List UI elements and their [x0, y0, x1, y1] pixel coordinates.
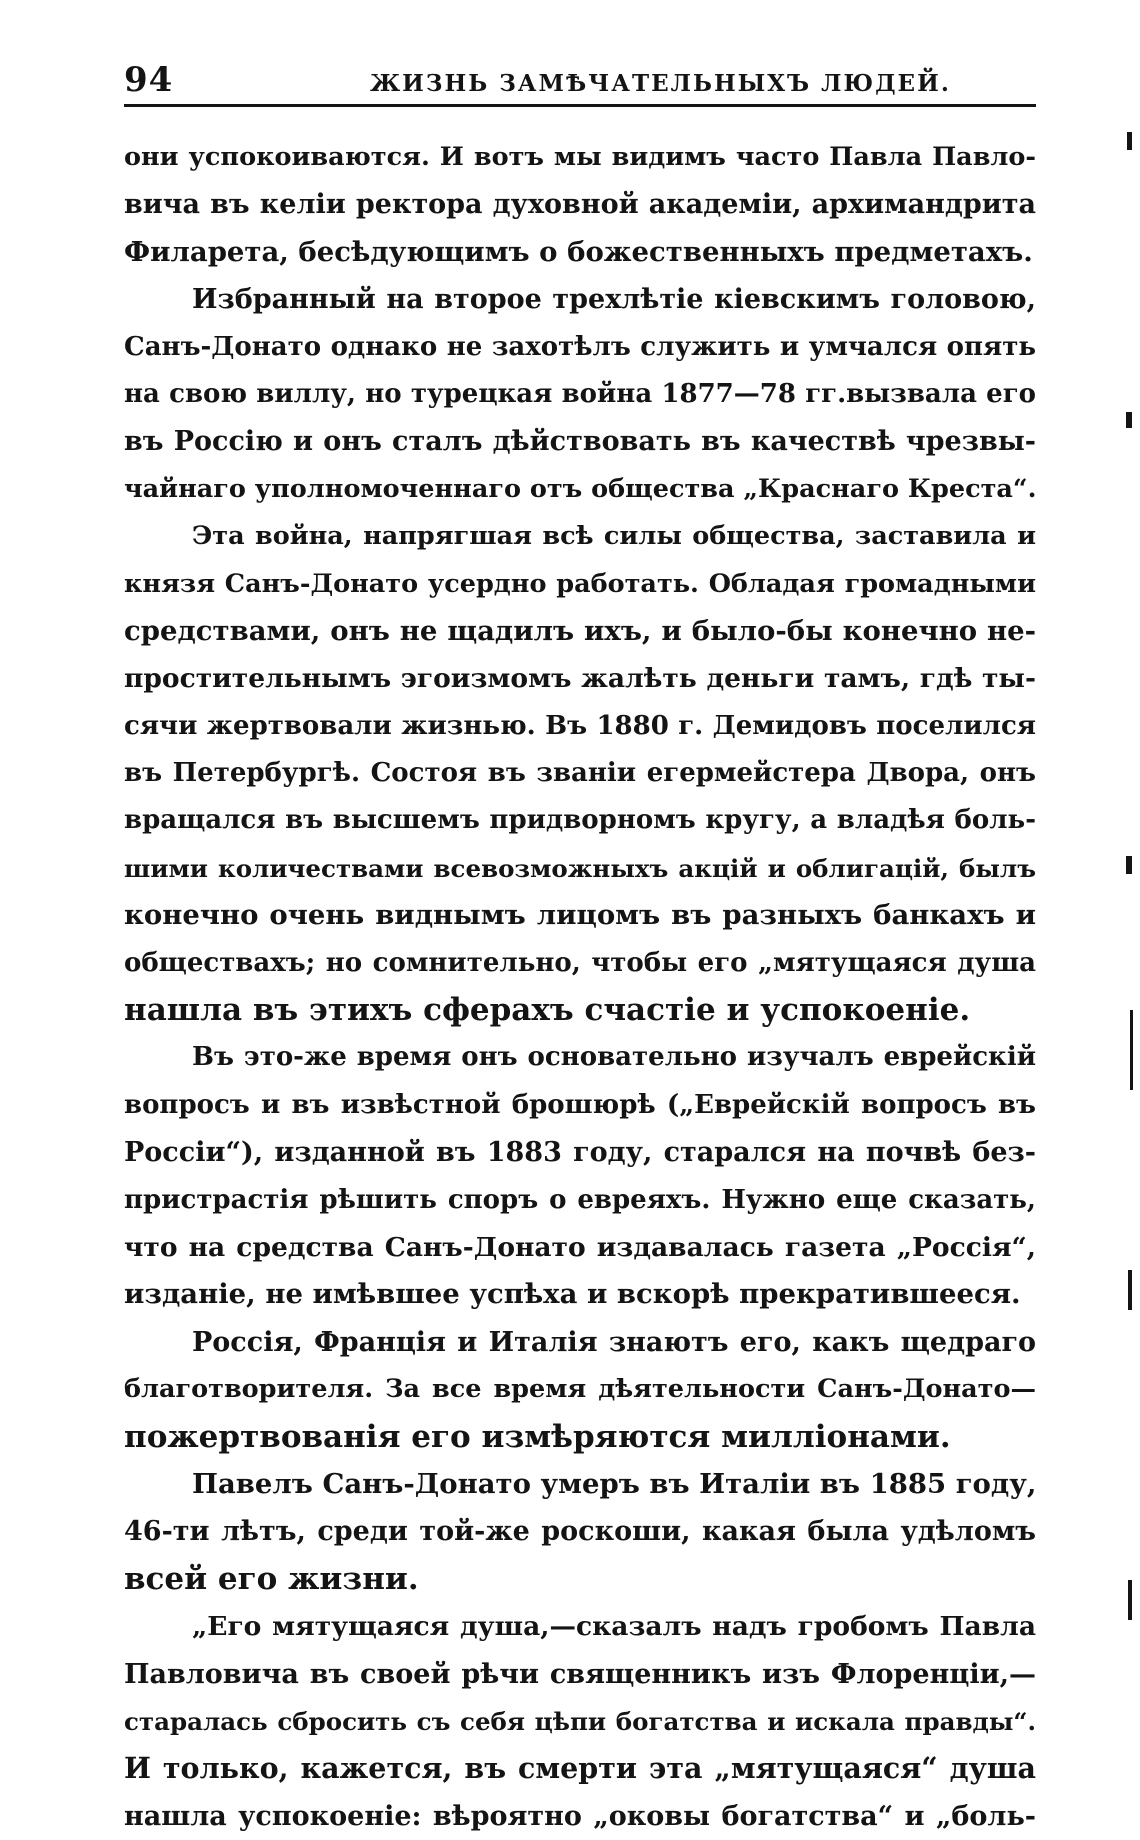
- text-line: 46-ти лѣтъ, среди той-же роскоши, какая была удѣломъ: [124, 1516, 1036, 1548]
- text-line: Россія, Франція и Италія знаютъ его, какъ щедраго: [192, 1326, 1036, 1358]
- text-line: вича въ келіи ректора духовной академіи, архимандрита: [124, 189, 1036, 221]
- text-line: благотворителя. За все время дѣятельности Санъ-Донато—: [124, 1374, 1036, 1405]
- text-line: изданіе, не имѣвшее успѣха и вскорѣ прекратившееся.: [124, 1278, 1021, 1311]
- header-rule: [124, 104, 1036, 107]
- text-line: князя Санъ-Донато усердно работать. Обладая громадными: [124, 568, 1036, 599]
- text-line: Павловича въ своей рѣчи священникъ изъ Флоренціи,—: [124, 1658, 1036, 1690]
- text-line: всей его жизни.: [124, 1560, 419, 1597]
- scan-edge-mark: [1126, 856, 1132, 874]
- text-line: Филарета, бесѣдующимъ о божественныхъ предметахъ.: [124, 235, 1033, 268]
- text-line: Санъ-Донато однако не захотѣлъ служить и умчался опять: [124, 331, 1036, 362]
- text-line: вращался въ высшемъ придворномъ кругу, а владѣя боль-: [124, 805, 1036, 836]
- text-line: обществахъ; но сомнительно, чтобы его „мятущаяся душа: [124, 947, 1036, 978]
- text-line: Въ это-же время онъ основательно изучалъ еврейскій: [192, 1042, 1036, 1073]
- scan-edge-mark: [1130, 1010, 1133, 1090]
- text-line: шими количествами всевозможныхъ акцій и облигацій, былъ: [124, 853, 1036, 883]
- text-line: пристрастія рѣшить споръ о евреяхъ. Нужно еще сказать,: [124, 1184, 1036, 1215]
- text-line: они успокоиваются. И вотъ мы видимъ часто Павла Павло-: [124, 142, 1036, 172]
- running-title: ЖИЗНЬ ЗАМѢЧАТЕЛЬНЫХЪ ЛЮДЕЙ.: [370, 70, 951, 97]
- text-line: чайнаго уполномоченнаго отъ общества „Краснаго Креста“.: [124, 473, 1036, 504]
- text-line: нашла успокоеніе: вѣроятно „оковы богатства“ и „боль-: [124, 1800, 1036, 1832]
- scan-edge-mark: [1126, 412, 1132, 428]
- text-line: нашла въ этихъ сферахъ счастіе и успокоеніе.: [124, 992, 971, 1029]
- text-line: въ Петербургѣ. Состоя въ званіи егермейстера Двора, онъ: [124, 758, 1036, 789]
- text-line: сячи жертвовали жизнью. Въ 1880 г. Демидовъ поселился: [124, 710, 1036, 741]
- text-line: что на средства Санъ-Донато издавалась газета „Россія“,: [124, 1231, 1036, 1263]
- text-line: на свою виллу, но турецкая война 1877—78 гг.вызвала его: [124, 378, 1036, 409]
- text-line: Россіи“), изданной въ 1883 году, старался на почвѣ без-: [124, 1137, 1036, 1169]
- scan-edge-mark: [1128, 1270, 1132, 1310]
- text-line: Избранный на второе трехлѣтіе кіевскимъ головою,: [192, 284, 1036, 316]
- scan-edge-mark: [1128, 1580, 1132, 1620]
- text-line: конечно очень виднымъ лицомъ въ разныхъ банкахъ и: [124, 899, 1036, 932]
- scan-edge-mark: [1127, 132, 1132, 150]
- text-line: Эта война, напрягшая всѣ силы общества, заставила и: [192, 521, 1036, 552]
- text-line: „Его мятущаяся душа,—сказалъ надъ гробомъ Павла: [192, 1611, 1036, 1643]
- body-text: [124, 134, 1036, 1840]
- text-line: Павелъ Санъ-Донато умеръ въ Италіи въ 1885 году,: [192, 1467, 1036, 1500]
- text-line: простительнымъ эгоизмомъ жалѣть деньги тамъ, гдѣ ты-: [124, 663, 1036, 695]
- page-header: [124, 60, 1036, 102]
- text-line: въ Россію и онъ сталъ дѣйствовать въ качествѣ чрезвы-: [124, 426, 1036, 458]
- text-line: средствами, онъ не щадилъ ихъ, и было-бы конечно не-: [124, 614, 1036, 647]
- page-number: 94: [124, 60, 174, 100]
- text-line: старалась сбросить съ себя цѣпи богатства и искала правды“.: [124, 1706, 1036, 1736]
- text-line: пожертвованія его измѣряются милліонами.: [124, 1418, 951, 1455]
- text-line: И только, кажется, въ смерти эта „мятущаяся“ душа: [124, 1751, 1036, 1786]
- text-line: вопросъ и въ извѣстной брошюрѣ („Еврейскій вопросъ въ: [124, 1089, 1036, 1120]
